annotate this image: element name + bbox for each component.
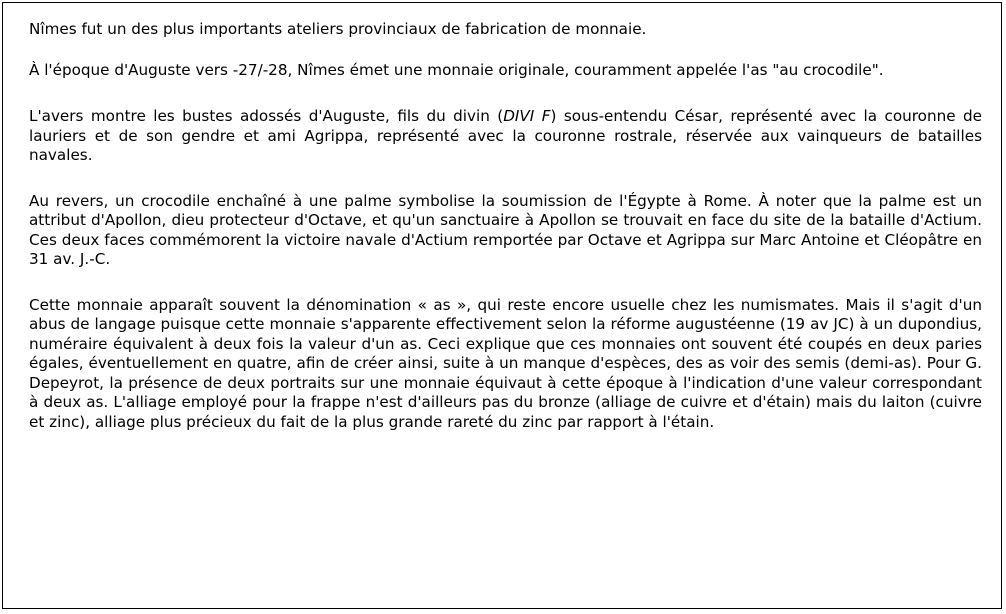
paragraph-text-italic: DIVI F bbox=[503, 107, 551, 125]
paragraph-text: Au revers, un crocodile enchaîné à une palme symbolise la soumission de l'Égypte à Rome. À noter que la palme est un attribut d'Apollon, dieu protecteur d'Octave, et qu'un sanctuaire à Apollon se trouvait en face du site de la bataille d'Actium. Ces deux faces commémorent la victoire navale d'Actium remportée par Octave et Agrippa sur Marc Antoine et Cléopâtre en 31 av. J.-C. bbox=[29, 191, 982, 268]
paragraph-text: ) sous-entendu César, représenté avec la couronne de lauriers et de son gendre et ami Agrippa, représenté avec la couronne rostrale, réservée aux vainqueurs de batailles navales. bbox=[29, 107, 982, 164]
paragraph-intro bbox=[29, 20, 982, 40]
paragraph-crocodile-as bbox=[29, 61, 982, 81]
paragraph-reverse bbox=[29, 192, 982, 270]
document-body bbox=[29, 20, 982, 432]
paragraph-text: À l'époque d'Auguste vers -27/-28, Nîmes émet une monnaie originale, couramment appelée l'as "au crocodile". bbox=[29, 60, 884, 79]
paragraph-obverse bbox=[29, 107, 982, 166]
text-box-frame bbox=[2, 2, 1002, 609]
paragraph-text: Cette monnaie apparaît souvent la dénomination « as », qui reste encore usuelle chez les numismates. Mais il s'agit d'un abus de langage puisque cette monnaie s'apparente effectivement selon la réforme augustéenne (19 av JC) à un dupondius, numéraire équivalent à deux fois la valeur d'un as. Ceci explique que ces monnaies ont souvent été coupés en deux paries égales, éventuellement en quatre, afin de créer ainsi, suite à un manque d'espèces, des as voir des semis (demi-as). Pour G. Depeyrot, la présence de deux portraits sur une monnaie équivaut à cette époque à l'indication d'une valeur correspondant à deux as. L'alliage employé pour la frappe n'est d'ailleurs pas du bronze (alliage de cuivre et d'étain) mais du laiton (cuivre et zinc), alliage plus précieux du fait de la plus grande rareté du zinc par rapport à l'étain. bbox=[29, 295, 982, 431]
paragraph-text: L'avers montre les bustes adossés d'Auguste, fils du divin ( bbox=[29, 107, 504, 125]
paragraph-denomination bbox=[29, 296, 982, 433]
paragraph-text: Nîmes fut un des plus importants ateliers provinciaux de fabrication de monnaie. bbox=[29, 20, 647, 38]
